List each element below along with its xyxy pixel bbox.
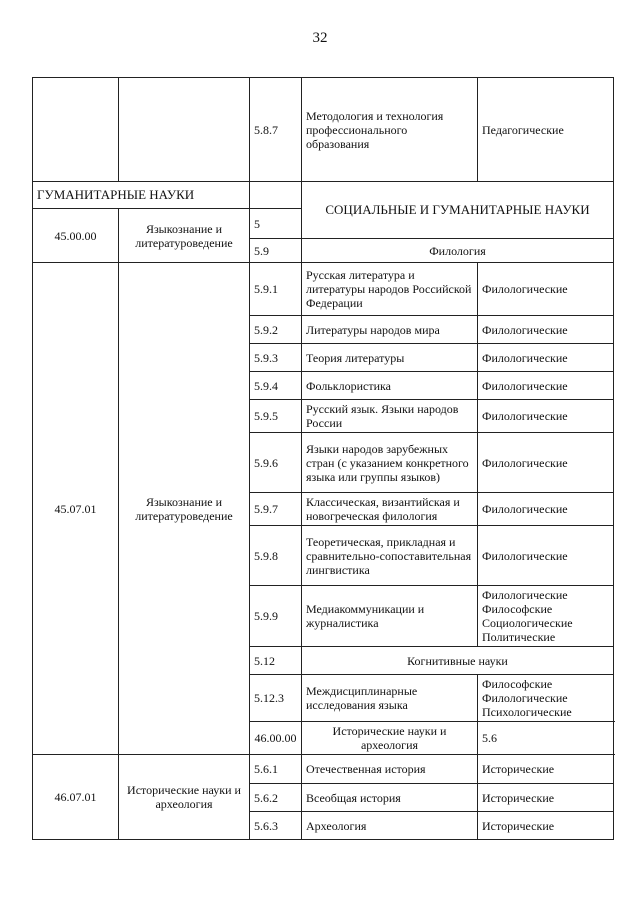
group-number: 5.6	[478, 722, 614, 755]
specialty-title: Классическая, византийская и новогреческая филология	[302, 493, 478, 526]
specialty-number: 5.9.7	[250, 493, 302, 526]
section-header-row	[33, 182, 614, 209]
direction-name: Исторические науки и археология	[119, 755, 250, 840]
science-branch: Исторические	[478, 755, 614, 784]
specialty-number: 5.9.6	[250, 433, 302, 493]
empty-cell	[250, 182, 302, 209]
table-row	[33, 263, 614, 316]
table-row	[33, 755, 614, 784]
science-branch: Педагогические	[478, 78, 614, 182]
science-branch: Филологические	[478, 344, 614, 372]
specialty-number: 5.9.8	[250, 526, 302, 586]
specialty-title: Отечественная история	[302, 755, 478, 784]
specialty-number: 5.9.3	[250, 344, 302, 372]
specialty-number: 5.6.3	[250, 812, 302, 840]
science-branch: Филологические	[478, 400, 614, 433]
group-title: Филология	[302, 239, 614, 263]
direction-code: 45.00.00	[33, 209, 119, 263]
direction-code: 46.07.01	[33, 755, 119, 840]
specialty-number: 5.9.4	[250, 372, 302, 400]
specialty-number: 5.9.5	[250, 400, 302, 433]
section-header: ГУМАНИТАРНЫЕ НАУКИ	[33, 182, 250, 209]
group-number: 5.9	[250, 239, 302, 263]
field-cell	[119, 78, 250, 182]
specialty-number: 5.6.1	[250, 755, 302, 784]
group-number: 5.12	[250, 647, 302, 675]
specialty-number: 5.6.2	[250, 784, 302, 812]
specialty-title: Междисциплинарные исследования языка	[302, 675, 478, 722]
science-branch: Филологические	[478, 433, 614, 493]
specialty-title: Археология	[302, 812, 478, 840]
science-branch: Исторические	[478, 812, 614, 840]
specialty-number: 5.9.9	[250, 586, 302, 647]
specialty-title: Теория литературы	[302, 344, 478, 372]
science-branch: Филологические	[478, 316, 614, 344]
direction-name: Исторические науки и археология	[302, 722, 478, 755]
direction-code: 46.00.00	[250, 722, 302, 755]
specialty-title: Медиакоммуникации и журналистика	[302, 586, 478, 647]
code-cell	[33, 78, 119, 182]
specialty-title: Фольклористика	[302, 372, 478, 400]
group-title: Когнитивные науки	[302, 647, 614, 675]
specialties-table	[32, 77, 614, 840]
science-branch: Филологические	[478, 493, 614, 526]
science-branch: Философские Филологические Психологические	[478, 675, 614, 722]
science-branch: Филологические	[478, 263, 614, 316]
specialty-title: Методология и технология профессионального образования	[302, 78, 478, 182]
specialty-title: Русский язык. Языки народов России	[302, 400, 478, 433]
specialty-number: 5.9.2	[250, 316, 302, 344]
specialty-title: Литературы народов мира	[302, 316, 478, 344]
group-number: 5	[250, 209, 302, 239]
specialty-title: Русская литература и литературы народов Российской Федерации	[302, 263, 478, 316]
specialty-number: 5.8.7	[250, 78, 302, 182]
specialty-title: Всеобщая история	[302, 784, 478, 812]
specialty-number: 5.12.3	[250, 675, 302, 722]
science-branch: Исторические	[478, 784, 614, 812]
specialty-title: Языки народов зарубежных стран (с указанием конкретного языка или группы языков)	[302, 433, 478, 493]
page-number: 32	[312, 30, 328, 46]
group-title-main: СОЦИАЛЬНЫЕ И ГУМАНИТАРНЫЕ НАУКИ	[302, 182, 614, 239]
specialty-number: 5.9.1	[250, 263, 302, 316]
science-branch: Филологические Философские Социологические Политические	[478, 586, 614, 647]
table-row	[33, 78, 614, 182]
specialty-title: Теоретическая, прикладная и сравнительно-сопоставительная лингвистика	[302, 526, 478, 586]
direction-code: 45.07.01	[33, 263, 119, 755]
direction-name: Языкознание и литературоведение	[119, 263, 250, 755]
science-branch: Филологические	[478, 526, 614, 586]
science-branch: Филологические	[478, 372, 614, 400]
direction-name: Языкознание и литературоведение	[119, 209, 250, 263]
